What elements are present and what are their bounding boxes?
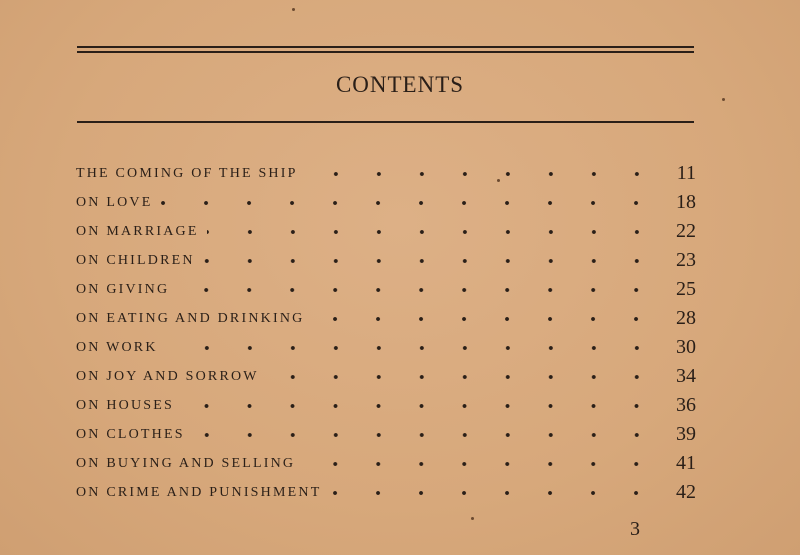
- toc-entry-page: 30: [676, 336, 696, 358]
- dot-leader: [160, 196, 658, 210]
- dot-leader: [303, 457, 658, 471]
- toc-entry: [76, 188, 696, 217]
- toc-entry: [76, 420, 696, 449]
- table-of-contents: [76, 159, 696, 507]
- toc-entry: [76, 159, 696, 188]
- toc-entry-page: 41: [676, 452, 696, 474]
- toc-entry: [76, 333, 696, 362]
- dot-leader: [182, 399, 658, 413]
- toc-entry-page: 22: [676, 220, 696, 242]
- dot-leader: [166, 341, 658, 355]
- toc-entry: [76, 217, 696, 246]
- dot-leader: [312, 312, 658, 326]
- toc-entry-page: 11: [676, 162, 696, 184]
- toc-entry-title: ON BUYING AND SELLING: [76, 455, 296, 471]
- toc-entry-title: ON HOUSES: [76, 397, 174, 413]
- paper-speck: [497, 179, 500, 182]
- title-rule: [77, 121, 694, 123]
- toc-entry-title: ON JOY AND SORROW: [76, 368, 259, 384]
- toc-entry-title: ON EATING AND DRINKING: [76, 310, 305, 326]
- dot-leader: [193, 428, 658, 442]
- toc-entry-title: ON CRIME AND PUNISHMENT: [76, 484, 322, 500]
- toc-entry-title: ON CHILDREN: [76, 252, 195, 268]
- toc-entry-page: 42: [676, 481, 696, 503]
- dot-leader: [329, 486, 658, 500]
- toc-entry-page: 23: [676, 249, 696, 271]
- toc-entry: [76, 246, 696, 275]
- dot-leader: [207, 225, 658, 239]
- toc-entry-title: THE COMING OF THE SHIP: [76, 165, 298, 181]
- toc-entry-page: 28: [676, 307, 696, 329]
- toc-entry-title: ON GIVING: [76, 281, 170, 297]
- paper-speck: [722, 98, 725, 101]
- toc-entry: [76, 478, 696, 507]
- toc-entry-title: ON WORK: [76, 339, 158, 355]
- toc-entry: [76, 304, 696, 333]
- dot-leader: [203, 254, 658, 268]
- toc-entry-title: ON CLOTHES: [76, 426, 185, 442]
- dot-leader: [177, 283, 658, 297]
- toc-entry-page: 25: [676, 278, 696, 300]
- toc-entry-title: ON MARRIAGE: [76, 223, 199, 239]
- toc-entry: [76, 391, 696, 420]
- toc-entry-page: 18: [676, 191, 696, 213]
- page-number: 3: [630, 518, 640, 540]
- toc-entry-title: ON LOVE: [76, 194, 153, 210]
- double-rule: [77, 46, 694, 53]
- toc-entry-page: 34: [676, 365, 696, 387]
- dot-leader: [306, 167, 658, 181]
- toc-entry-page: 39: [676, 423, 696, 445]
- page-title: CONTENTS: [335, 72, 465, 97]
- toc-entry-page: 36: [676, 394, 696, 416]
- paper-speck: [292, 8, 295, 11]
- toc-entry: [76, 275, 696, 304]
- paper-speck: [471, 517, 474, 520]
- toc-entry: [76, 449, 696, 478]
- dot-leader: [267, 370, 658, 384]
- toc-entry: [76, 362, 696, 391]
